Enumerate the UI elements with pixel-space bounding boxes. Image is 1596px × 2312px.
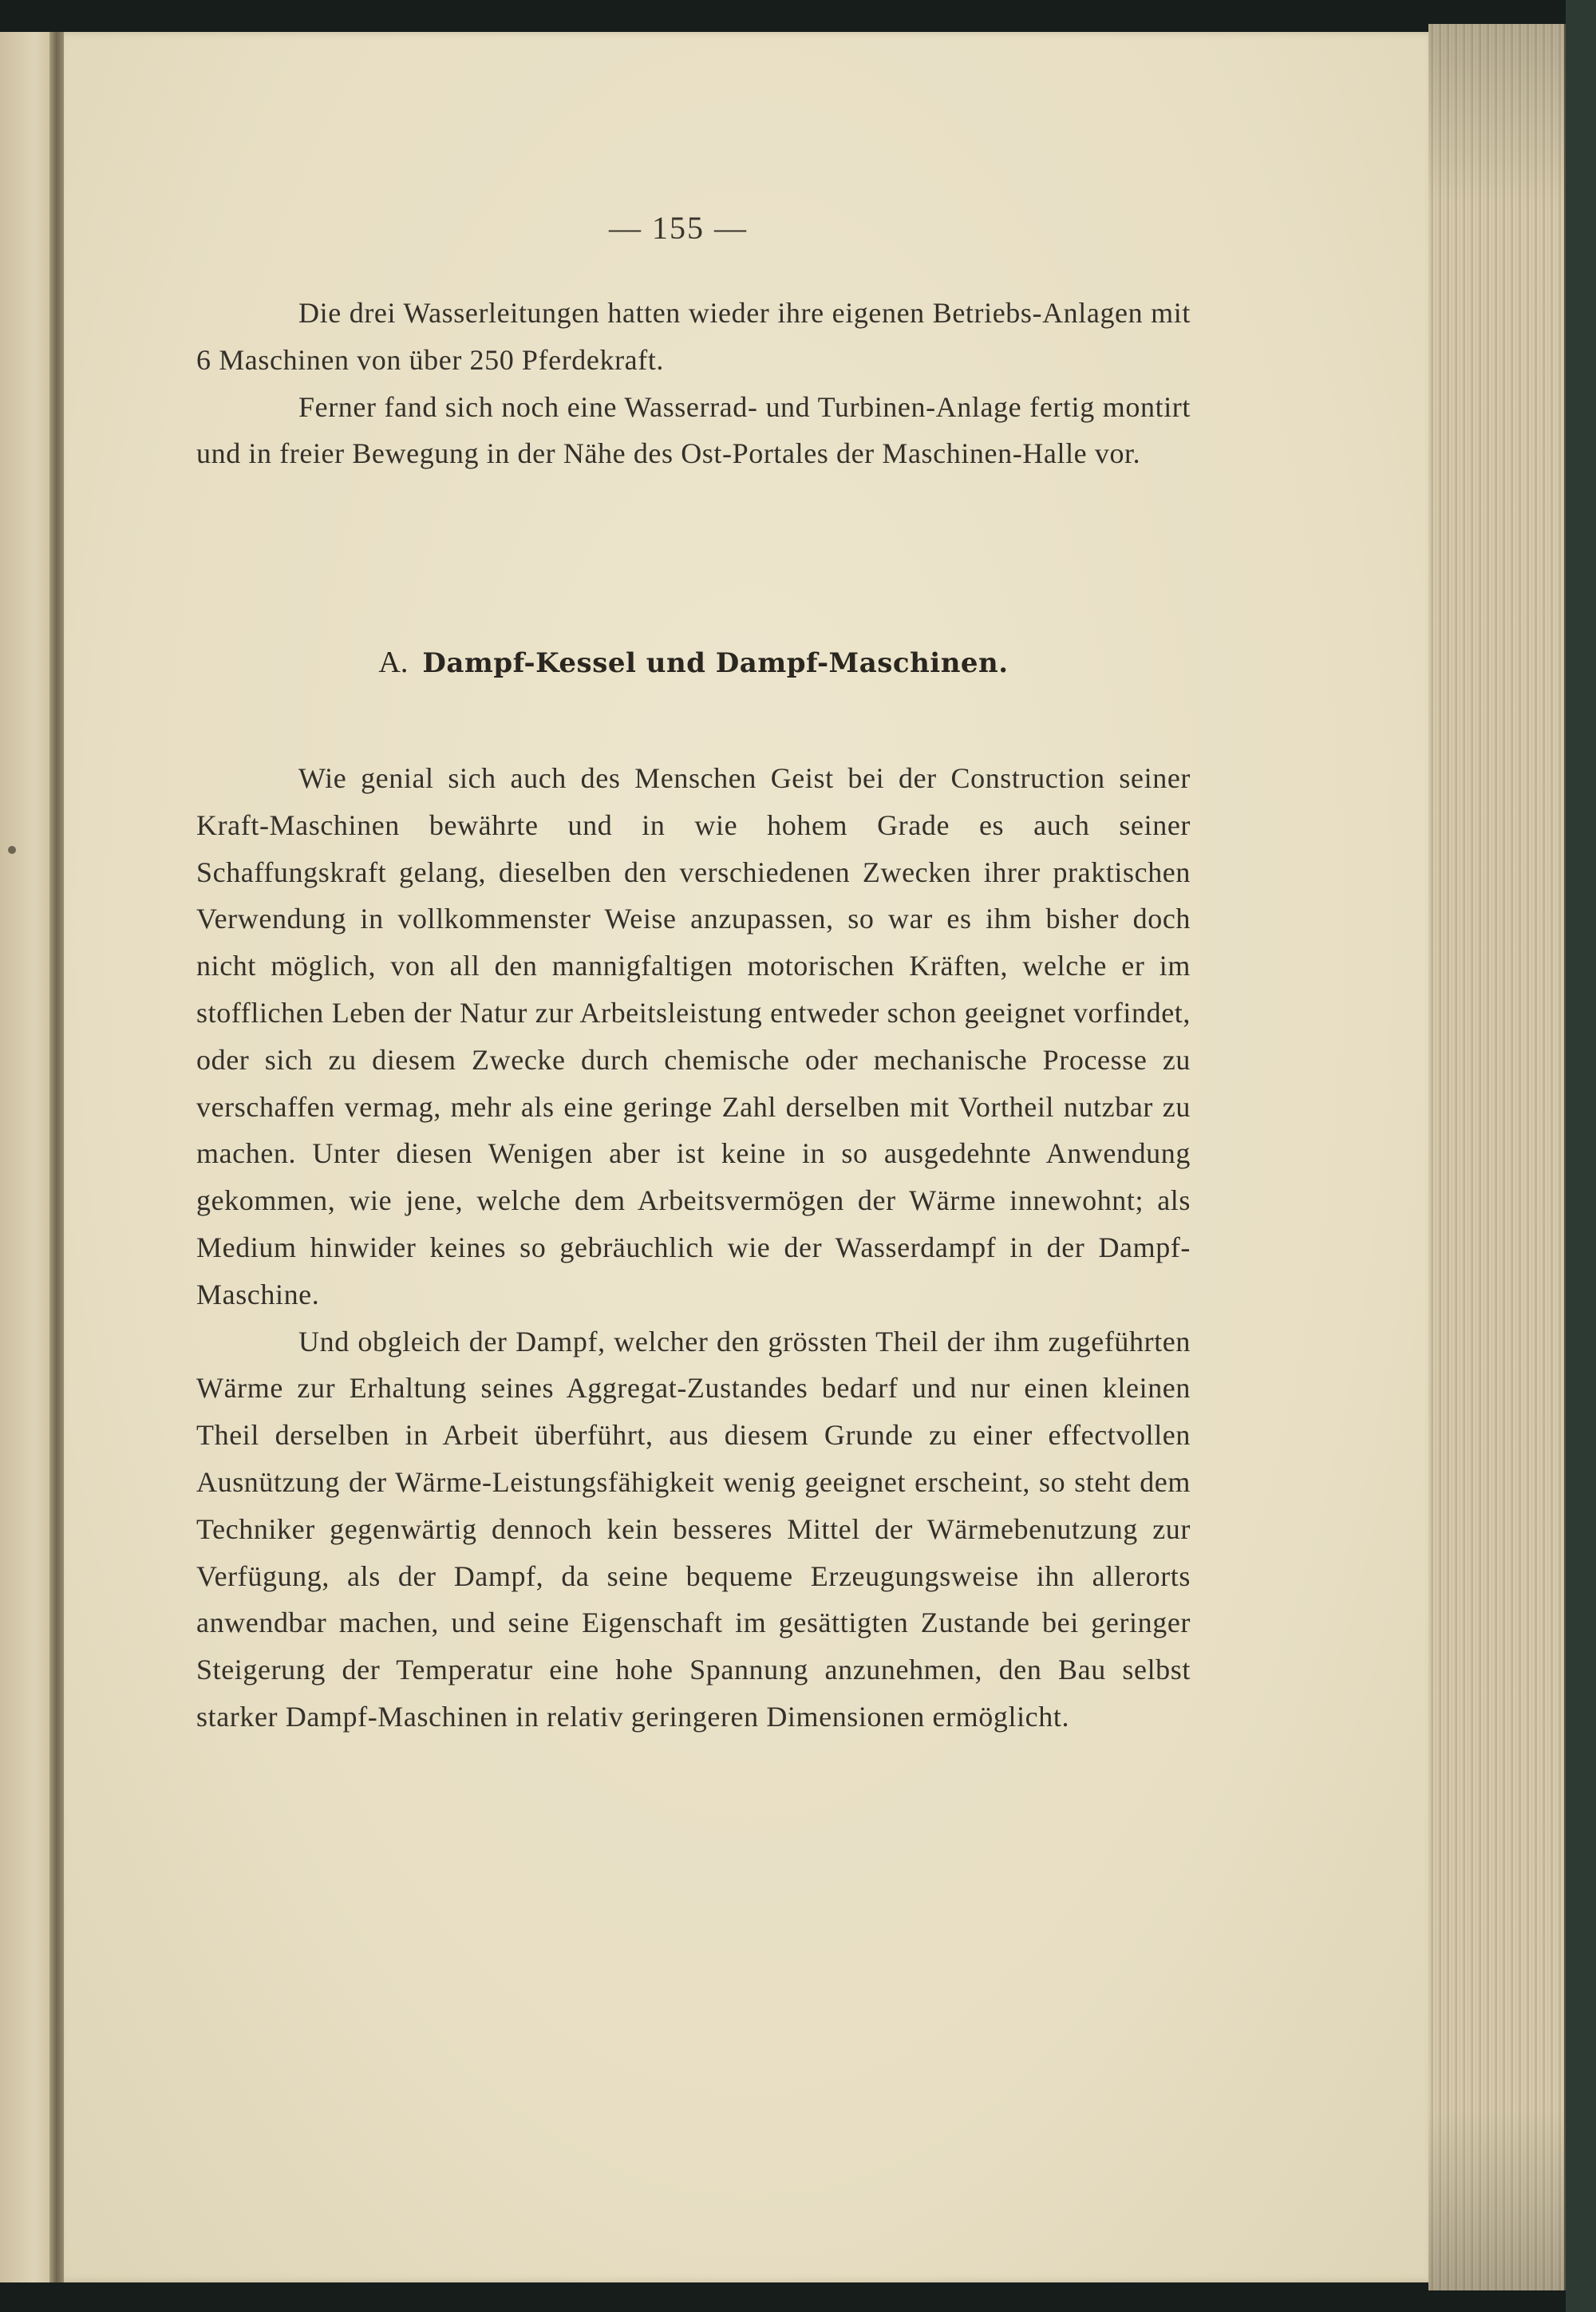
stray-mark [8, 846, 16, 854]
section-letter: A. [378, 646, 409, 679]
section-title: Dampf-Kessel und Dampf-Maschinen. [422, 647, 1009, 679]
book-cover-edge [1566, 0, 1596, 2312]
page-number: — 155 — [609, 210, 748, 246]
paragraph: Die drei Wasserleitungen hatten wieder ihre eigenen Betriebs-Anlagen mit 6 Maschinen von über 250 Pferdekraft. [196, 297, 1191, 376]
main-text-block [196, 755, 1191, 1741]
paragraph: Ferner fand sich noch eine Wasserrad- und Turbinen-Anlage fertig montirt und in freier Bewegung in der Nähe des Ost-Portales der Maschinen-Halle vor. [196, 390, 1191, 470]
intro-text-block [196, 290, 1191, 477]
paragraph: Wie genial sich auch des Menschen Geist bei der Construction seiner Kraft-Maschinen bewährte und in wie hohem Grade es auch seiner Schaffungskraft gelang, dieselben den verschiedenen Zwecken ihrer praktischen Verwendung in vollkommenster Weise anzupassen, so war es ihm bisher doch nicht möglich, von all den mannigfaltigen motorischen Kräften, welche er im stofflichen Leben der Natur zur Arbeitsleistung entweder schon geeignet vorfindet, oder sich zu diesem Zwecke durch chemische oder mechanische Processe zu verschaffen vermag, mehr als eine geringe Zahl derselben mit Vortheil nutzbar zu machen. Unter diesen Wenigen aber ist keine in so ausgedehnte Anwendung gekommen, wie jene, welche dem Arbeitsvermögen der Wärme innewohnt; als Medium hinwider keines so gebräuchlich wie der Wasserdampf in der Dampf-Maschine. [196, 762, 1191, 1310]
paragraph: Und obgleich der Dampf, welcher den grössten Theil der ihm zugeführten Wärme zur Erhaltung seines Aggregat-Zustandes bedarf und nur einen kleinen Theil derselben in Arbeit überführt, aus diesem Grunde zu einer effectvollen Ausnützung der Wärme-Leistungsfähigkeit wenig geeignet erscheint, so steht dem Techniker gegenwärtig dennoch kein besseres Mittel der Wärmebenutzung zur Verfügung, als der Dampf, da seine bequeme Erzeugungsweise ihn allerorts anwendbar machen, und seine Eigenschaft im gesättigten Zustande bei geringer Steigerung der Temperatur eine hohe Spannung anzunehmen, den Bau selbst starker Dampf-Maschinen in relativ geringeren Dimensionen ermöglicht. [196, 1325, 1191, 1733]
page-edges-stack [1428, 24, 1567, 2290]
section-heading [196, 645, 1191, 680]
